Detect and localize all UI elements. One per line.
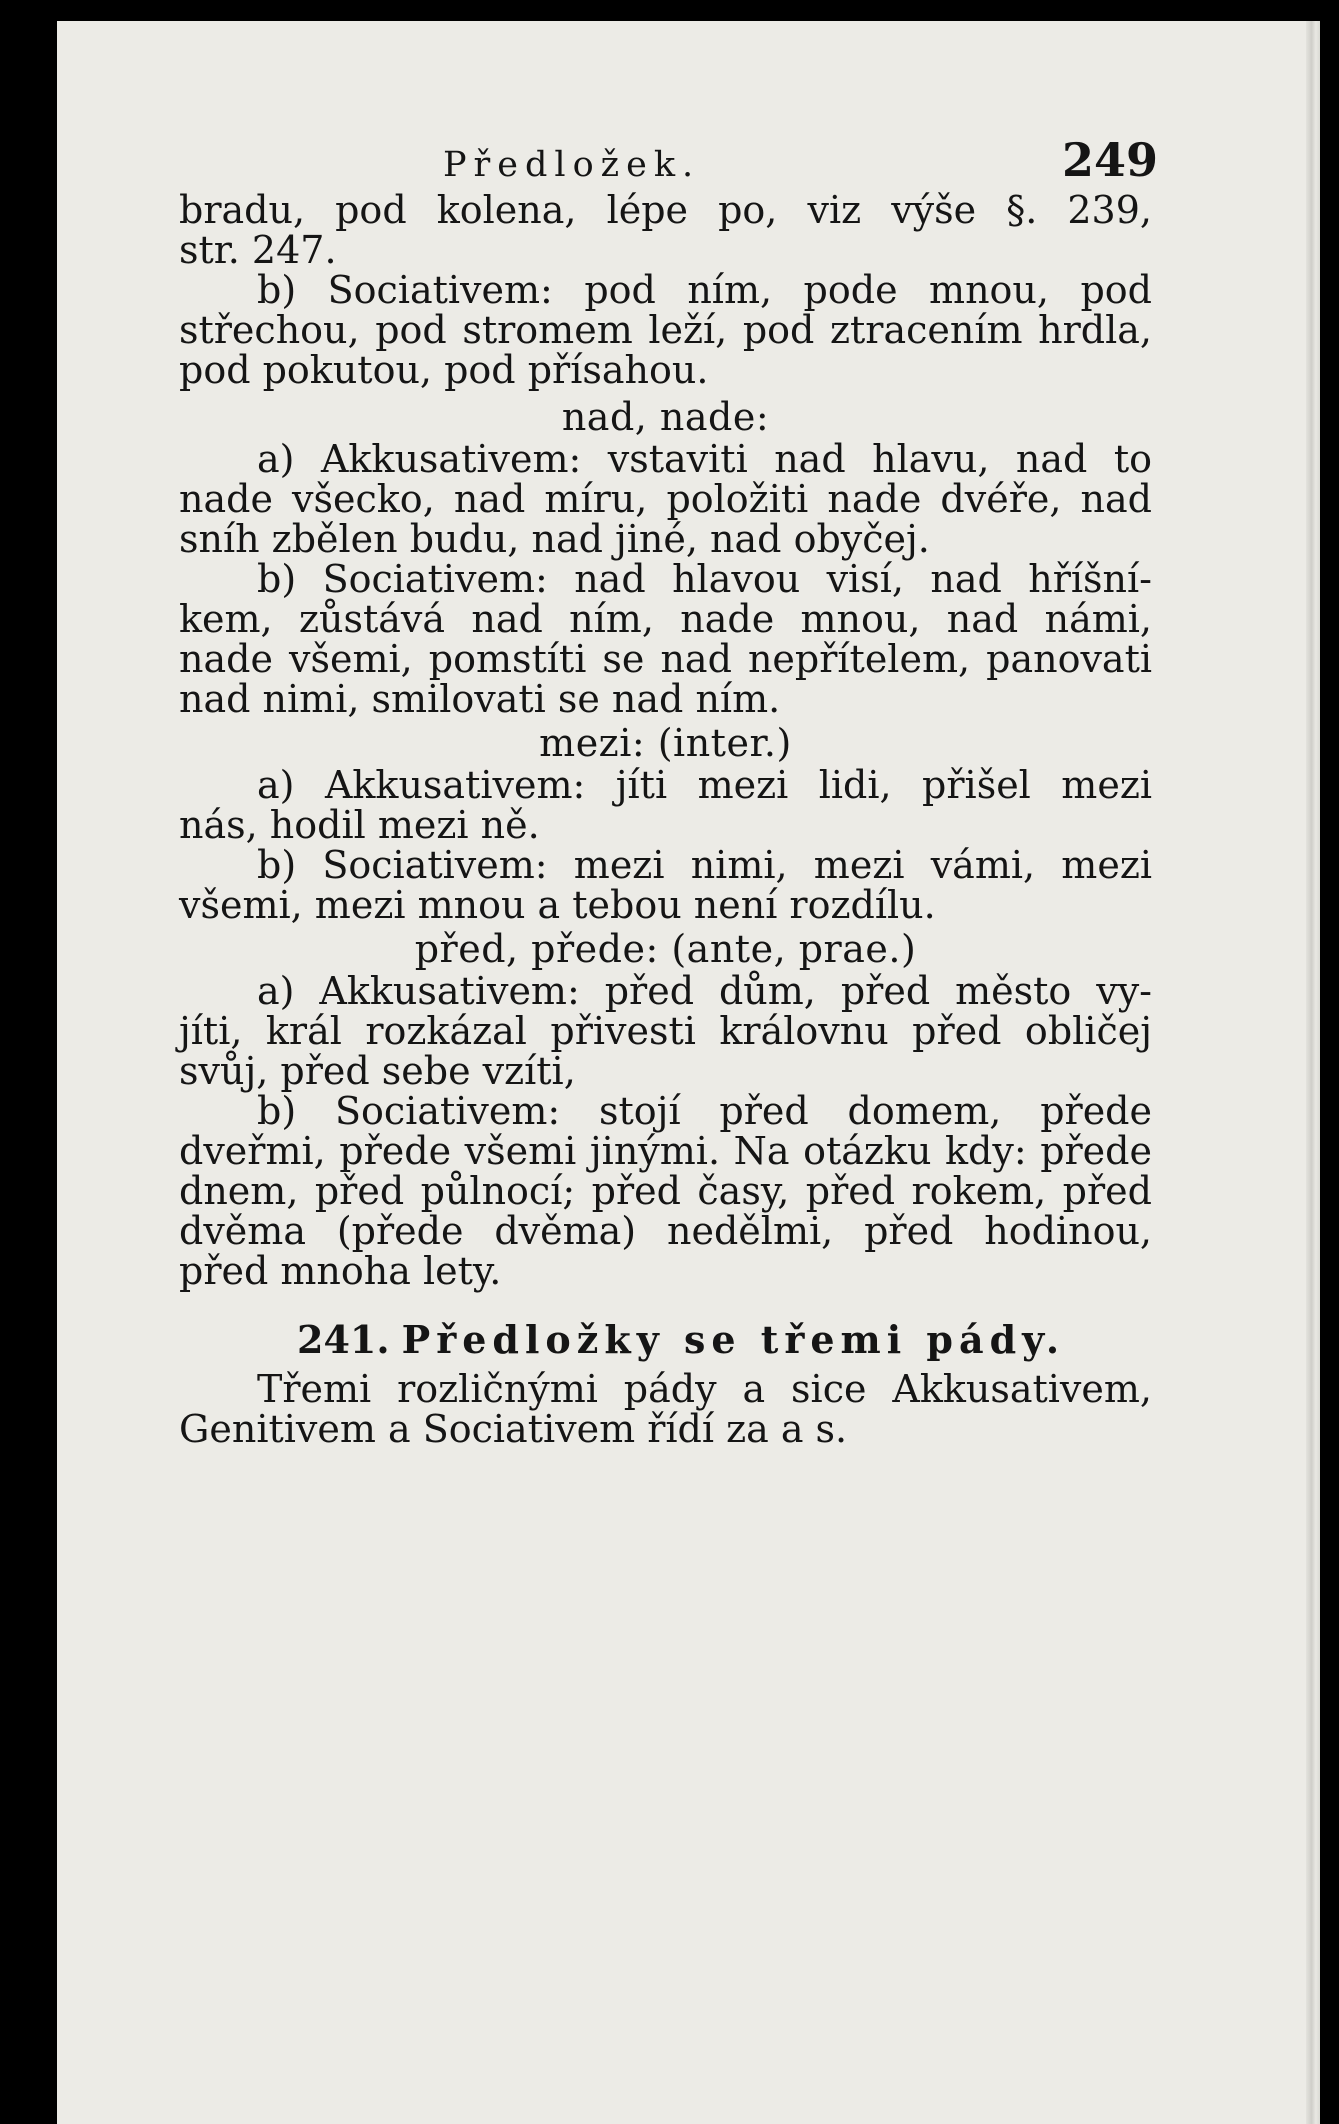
page-edge [1306, 21, 1320, 2124]
text-line: nás, hodil mezi ně. [179, 803, 540, 847]
section-heading [297, 1317, 1066, 1362]
text-line: nad nimi, smilovati se nad ním. [179, 677, 781, 721]
section-title: Předložky se třemi pády. [401, 1317, 1066, 1362]
text-line: všemi, mezi mnou a tebou není rozdílu. [179, 883, 936, 927]
text-line: str. 247. [179, 228, 337, 272]
text-line: před mnoha lety. [179, 1249, 502, 1293]
text-line: sníh zbělen budu, nad jiné, nad obyčej. [179, 517, 930, 561]
text-line: dvěma (přede dvěma) nedělmi, před hodinou, [179, 1209, 1152, 1253]
text-line: kem, zůstává nad ním, nade mnou, nad námi, [179, 597, 1152, 641]
subheading: před, přede: (ante, prae.) [414, 927, 917, 971]
text-line: Třemi rozličnými pády a sice Akkusativem, [257, 1367, 1152, 1411]
text-line: bradu, pod kolena, lépe po, viz výše §. 239, [179, 188, 1152, 232]
text-line: a) Akkusativem: před dům, před město vy- [257, 969, 1152, 1013]
text-line: pod pokutou, pod přísahou. [179, 348, 709, 392]
text-line: a) Akkusativem: vstaviti nad hlavu, nad to [257, 437, 1152, 481]
page-number: 249 [1062, 133, 1159, 187]
text-line: a) Akkusativem: jíti mezi lidi, přišel mezi [257, 763, 1152, 807]
section-number: 241. [297, 1317, 390, 1362]
text-line: b) Sociativem: pod ním, pode mnou, pod [257, 268, 1152, 312]
text-line: dveřmi, přede všemi jinými. Na otázku kdy: přede [179, 1129, 1152, 1173]
running-title: Předložek. [443, 145, 701, 185]
text-line: b) Sociativem: stojí před domem, přede [257, 1089, 1152, 1133]
text-line: nade všecko, nad míru, položiti nade dvéře, nad [179, 477, 1152, 521]
text-line: Genitivem a Sociativem řídí za a s. [179, 1407, 848, 1451]
text-line: b) Sociativem: nad hlavou visí, nad hříšní- [257, 557, 1152, 601]
page-header [57, 125, 1320, 185]
text-line: svůj, před sebe vzíti, [179, 1049, 576, 1093]
subheading: nad, nade: [561, 395, 770, 439]
text-line: dnem, před půlnocí; před časy, před rokem, před [179, 1169, 1152, 1213]
book-page [57, 21, 1320, 2124]
text-line: jíti, král rozkázal přivesti královnu před obličej [179, 1009, 1152, 1053]
text-line: b) Sociativem: mezi nimi, mezi vámi, mezi [257, 843, 1152, 887]
subheading: mezi: (inter.) [539, 721, 792, 765]
text-line: nade všemi, pomstíti se nad nepřítelem, panovati [179, 637, 1152, 681]
text-line: střechou, pod stromem leží, pod ztracením hrdla, [179, 308, 1152, 352]
